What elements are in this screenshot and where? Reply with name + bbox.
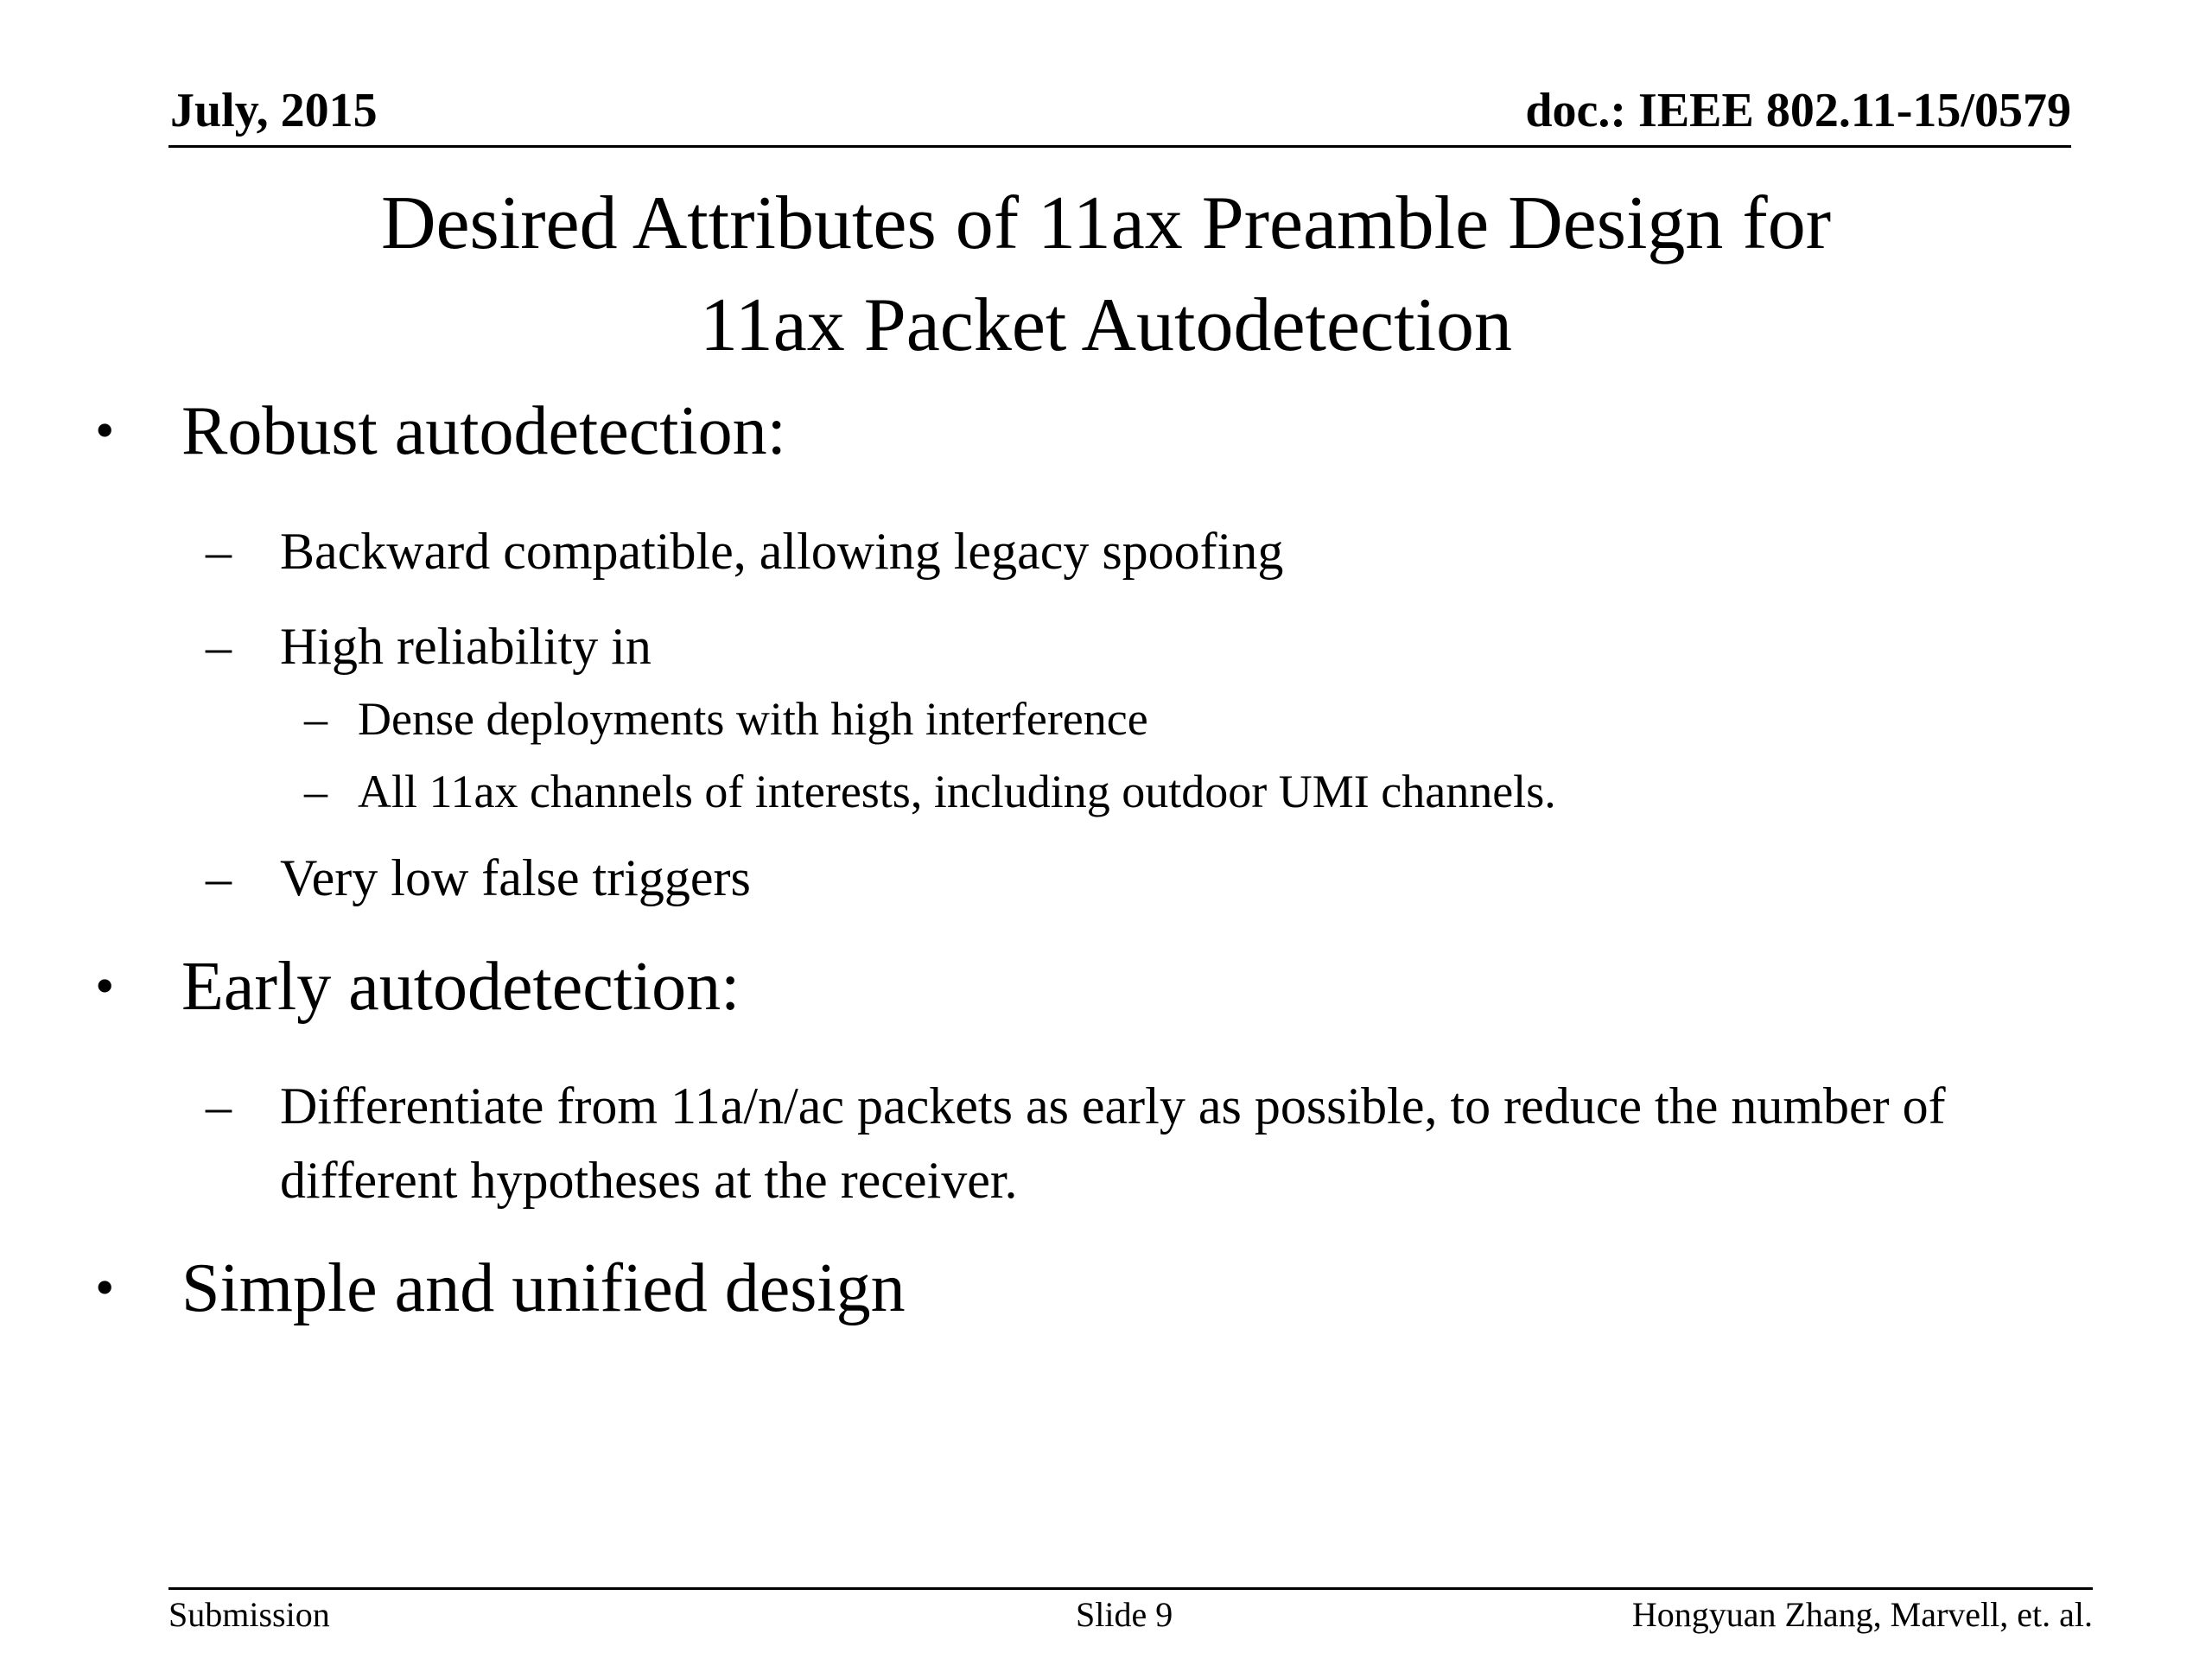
subbullet-high-reliability (206, 609, 652, 683)
dash-icon: – (206, 849, 232, 906)
slide-title (138, 173, 2074, 377)
subbullet-text: Differentiate from 11a/n/ac packets as early as possible, to reduce the number of (280, 1077, 1946, 1135)
subsubbullet-text: All 11ax channels of interests, including outdoor UMI channels. (358, 766, 1556, 817)
dash-icon: – (304, 693, 327, 745)
bullet-text: Simple and unified design (181, 1250, 906, 1326)
subbullet-backward-compatible (206, 514, 1283, 588)
bullet-icon: • (95, 955, 115, 1016)
footer-submission: Submission (168, 1595, 330, 1634)
dash-icon: – (304, 766, 327, 817)
header-divider (168, 145, 2071, 148)
bullet-simple-unified-design (95, 1250, 906, 1326)
bullet-text: Early autodetection: (181, 949, 741, 1025)
dash-icon: – (206, 1077, 232, 1135)
subsubbullet-all-11ax-channels (304, 764, 1556, 820)
subbullet-text: Very low false triggers (280, 849, 751, 906)
dash-icon: – (206, 523, 232, 580)
subbullet-line-2: different hypotheses at the receiver. (280, 1152, 1018, 1209)
subbullet-text: High reliability in (280, 618, 652, 675)
bullet-text: Robust autodetection: (181, 393, 786, 469)
subbullet-text: Backward compatible, allowing legacy spoofing (280, 523, 1284, 580)
subbullet-very-low-false-triggers (206, 841, 751, 915)
subbullet-differentiate (206, 1069, 2107, 1217)
dash-icon: – (206, 618, 232, 675)
subsubbullet-text: Dense deployments with high interference (358, 693, 1148, 745)
header-doc-id: doc.: IEEE 802.11-15/0579 (1525, 84, 2071, 137)
footer-authors: Hongyuan Zhang, Marvell, et. al. (1631, 1595, 2093, 1634)
footer-divider (168, 1587, 2093, 1590)
footer-slide-number: Slide 9 (1076, 1595, 1173, 1634)
bullet-icon: • (95, 399, 115, 461)
header-date: July, 2015 (170, 84, 378, 137)
subbullet-line-1 (206, 1069, 2107, 1143)
bullet-robust-autodetection (95, 393, 786, 469)
slide-title-line-2: 11ax Packet Autodetection (699, 283, 1513, 367)
slide-title-line-1: Desired Attributes of 11ax Preamble Design for (380, 181, 1832, 265)
subsubbullet-dense-deployments (304, 691, 1148, 747)
bullet-early-autodetection (95, 949, 740, 1025)
bullet-icon: • (95, 1256, 115, 1318)
